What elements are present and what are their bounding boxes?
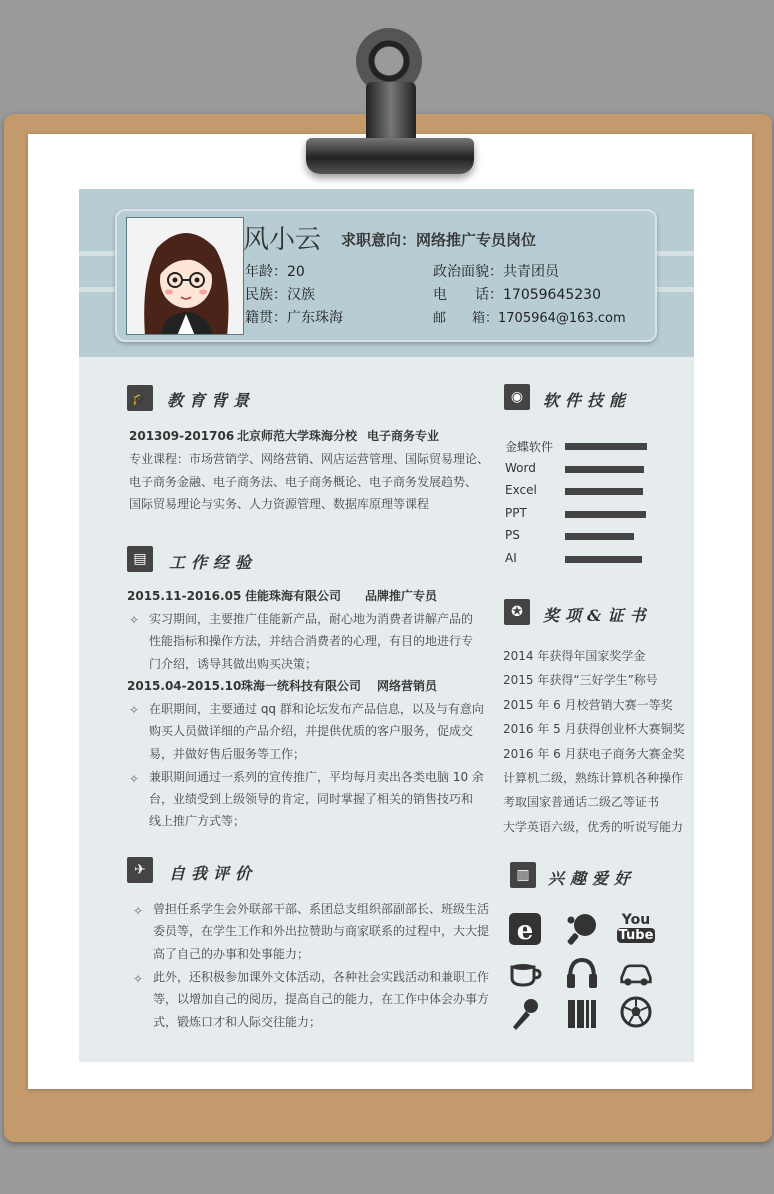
age-label: 年龄： [245,264,287,280]
ethnicity-value: 汉族 [287,287,315,303]
job-detail-line: 兼职期间通过一系列的宣传推广，平均每月卖出各类电脑 10 余 [149,770,484,784]
age-row [245,261,305,281]
job-intent: 求职意向：网络推广专员岗位 [341,231,537,249]
clip-body [366,82,416,146]
job-detail-line: 在职期间，主要通过 qq 群和论坛发布产品信息，以及与有意向 [149,702,484,716]
self-eval-line: 式，锻炼口才和人际交往能力； [153,1015,322,1029]
skill-name: Word [505,460,536,475]
education-courses-line: 专业课程：市场营销学、网络营销、网店运营管理、国际贸易理论、 [129,452,490,466]
self-eval-line: 高了自己的办事和处事能力； [153,947,310,961]
ping-pong-icon [565,912,599,946]
hobbies-title: 兴趣爱好 [548,869,637,888]
job-detail-line: 性能指标和操作方法，并结合消费者的心理，有目的地进行专 [149,634,474,648]
youtube-tube-text: Tube [618,928,654,943]
self-eval-line: 委员等，在学生工作和外出拉赞助与商家联系的过程中，大大提 [153,924,490,938]
self-eval-title: 自我评价 [169,864,258,883]
candidate-name: 风小云 [243,225,322,255]
hometown-row [245,307,343,327]
skill-level-bar [565,511,646,518]
education-major: 电子商务专业 [367,429,440,443]
education-school: 北京师范大学珠海分校 [237,429,358,443]
award-item: 大学英语六级，优秀的听说写能力 [503,819,684,834]
job-period: 2015.04-2015.10 [127,679,242,693]
ie-browser-icon [508,912,542,946]
award-item: 2016 年 5 月获得创业杯大赛铜奖 [503,722,685,737]
skill-name: PPT [505,505,527,520]
job-detail-line: 门介绍，诱导其做出购买决策； [149,657,318,671]
email-value: 1705964@163.com [498,311,626,326]
youtube-you-text: You [621,912,651,928]
education-courses-line: 电子商务金融、电子商务法、电子商务概论、电子商务发展趋势、 [129,475,478,489]
diamond-bullet-icon: ✧ [129,703,140,717]
graduation-cap-icon: 🎓 [127,385,153,411]
job-position: 网络营销员 [377,679,438,693]
award-item: 考取国家普通话二级乙等证书 [503,795,660,810]
diamond-bullet-icon: ✧ [133,904,144,918]
award-medal-icon: ✪ [504,599,530,625]
books-section-icon: ▥ [510,862,536,888]
politics-value: 共青团员 [503,264,559,280]
job-detail-line: 实习期间，主要推广佳能新产品，耐心地为消费者讲解产品的 [149,612,474,626]
phone-row [433,284,601,304]
headphones-icon [565,956,599,990]
girl-avatar-icon [127,218,244,335]
avatar [126,217,244,335]
diamond-bullet-icon: ✧ [129,772,140,786]
job-detail-line: 购买人员做详细的产品介绍，并提供优质的客户服务，促成交 [149,724,474,738]
phone-label: 电 话： [433,287,503,303]
award-item: 2016 年 6 月获电子商务大赛金奖 [503,746,685,761]
resume-page [79,189,694,1062]
job-detail-line: 台，业绩受到上级领导的肯定，同时掌握了相关的销售技巧和 [149,792,474,806]
education-courses-line: 国际贸易理论与实务、人力资源管理、数据库原理等课程 [129,497,430,511]
skill-name: Excel [505,483,537,497]
job-company: 珠海一统科技有限公司 [241,679,362,693]
awards-title: 奖项&证书 [543,606,652,625]
award-item: 2014 年获得年国家奖学金 [503,649,646,663]
ethnicity-label: 民族： [245,287,287,303]
palette-icon: ◉ [504,384,530,410]
education-title: 教育背景 [167,391,256,410]
job-detail-line: 易，并做好售后服务等工作； [149,747,306,761]
skill-name: PS [505,528,520,542]
education-period: 201309-201706 [129,429,235,443]
skill-level-bar [565,443,647,450]
diamond-bullet-icon: ✧ [133,972,144,986]
email-row [433,307,626,326]
job-position: 品牌推广专员 [365,589,438,603]
car-icon [619,956,653,990]
email-label: 邮 箱： [433,311,499,326]
age-value: 20 [287,264,305,280]
paper-plane-icon: ✈ [127,857,153,883]
hometown-label: 籍贯： [245,310,287,326]
award-item: 2015 年获得“三好学生”称号 [503,673,658,688]
clip-base [306,138,474,174]
politics-row [433,261,559,281]
ethnicity-row [245,284,315,304]
job-period: 2015.11-2016.05 [127,589,242,603]
skill-level-bar [565,466,644,473]
self-eval-line: 等，以增加自己的阅历，提高自己的能力，在工作中体会办事方 [153,992,490,1006]
self-eval-line: 曾担任系学生会外联部干部、系团总支组织部副部长、班级生活 [153,902,490,916]
skill-level-bar [565,488,643,495]
skill-level-bar [565,533,634,540]
award-item: 2015 年 6 月校营销大赛一等奖 [503,697,673,712]
svg-text:e: e [516,916,534,946]
job-detail-line: 线上推广方式等； [149,814,246,828]
skill-level-bar [565,556,642,563]
microphone-icon [508,997,542,1031]
work-title: 工作经验 [169,553,258,572]
skill-name: 金蝶软件 [505,440,554,454]
header-band [79,189,694,357]
job-company: 佳能珠海有限公司 [245,589,342,603]
hometown-value: 广东珠海 [287,310,343,326]
diamond-bullet-icon: ✧ [129,613,140,627]
soccer-ball-icon [619,995,653,1029]
skill-name: AI [505,550,517,565]
award-item: 计算机二级，熟练计算机各种操作 [503,771,684,785]
phone-value: 17059645230 [503,287,601,303]
id-card-icon: ▤ [127,546,153,572]
books-icon [565,997,599,1031]
skills-title: 软件技能 [543,391,632,410]
self-eval-line: 此外，还积极参加课外文体活动，各种社会实践活动和兼职工作 [153,970,490,984]
politics-label: 政治面貌： [433,264,503,280]
youtube-icon [619,911,653,945]
coffee-cup-icon [508,956,542,990]
